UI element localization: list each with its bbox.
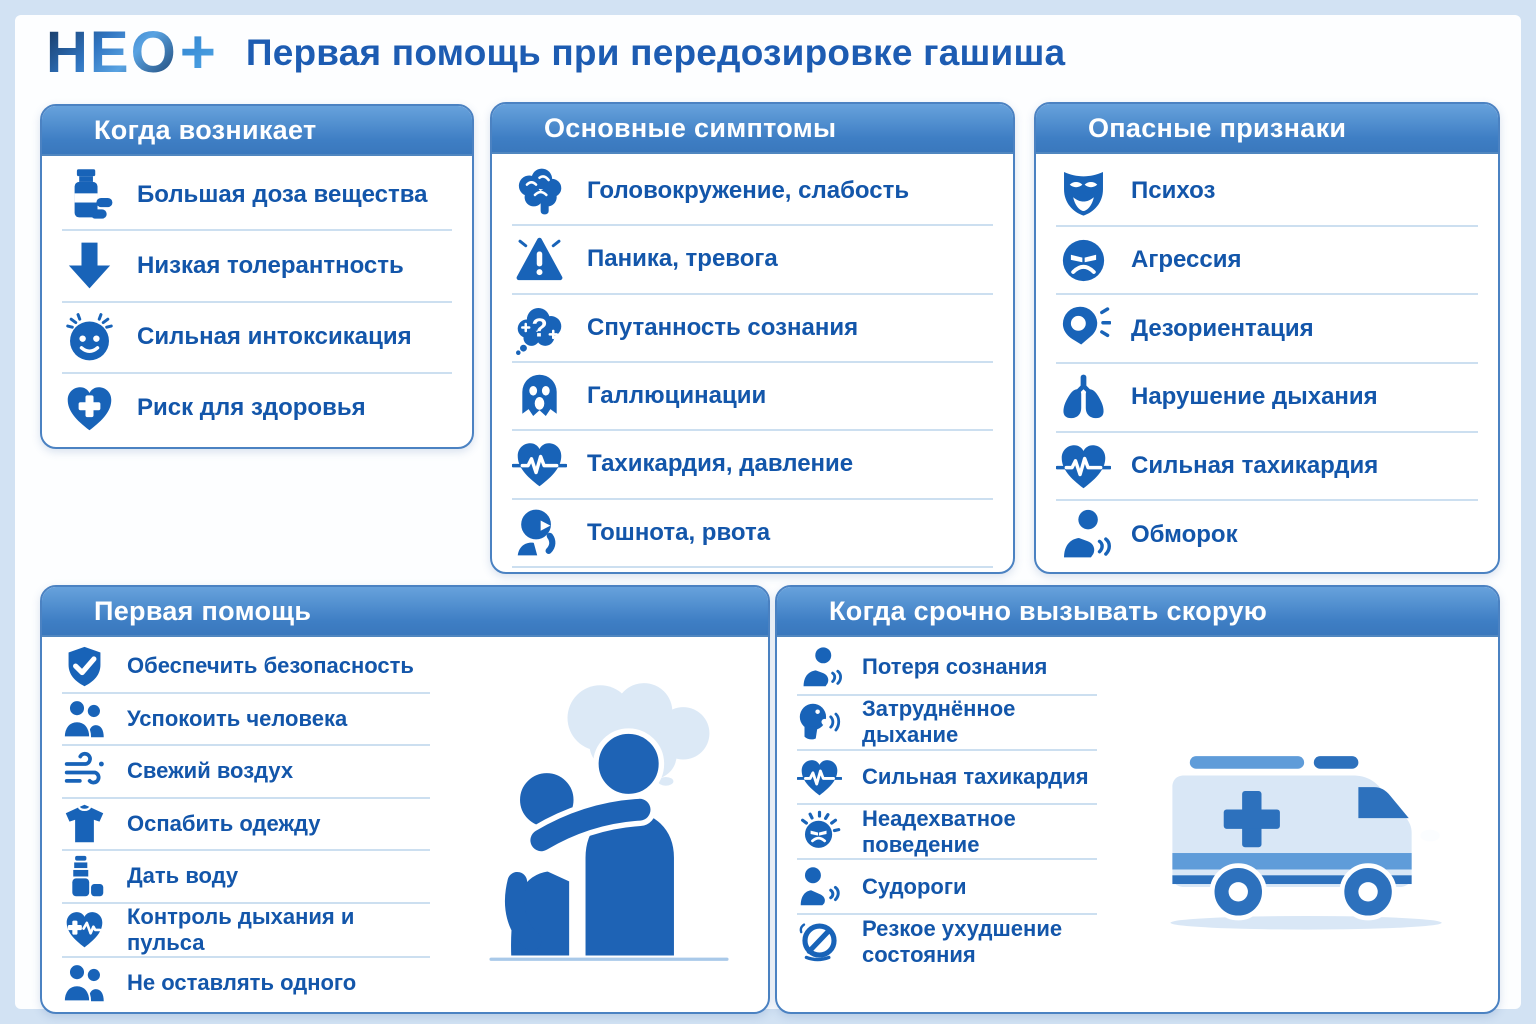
- list-item: [797, 805, 1097, 860]
- list-item: [512, 226, 993, 294]
- two-people-icon: [62, 960, 107, 1005]
- list-item: [797, 696, 1097, 751]
- item-label: Затруднённое дыхание: [862, 696, 1016, 748]
- card-first-aid: [40, 585, 770, 1014]
- item-label: Судороги: [862, 873, 967, 899]
- item-label: Низкая толерантность: [137, 251, 404, 279]
- list-item: [512, 158, 993, 226]
- heart-pulse-icon: [512, 437, 567, 492]
- item-label: Обеспечить безопасность: [127, 653, 414, 679]
- water-bottle-icon: [62, 854, 107, 899]
- item-label: Сильная интоксикация: [137, 323, 412, 351]
- item-label: Дезориентация: [1131, 314, 1314, 342]
- item-label: Агрессия: [1131, 246, 1242, 273]
- list-item: [62, 374, 452, 443]
- convulsions-person-icon: [797, 864, 842, 909]
- list-item: [62, 641, 430, 694]
- heart-pulse-icon: [797, 755, 842, 800]
- item-label: Головокружение, слабость: [587, 177, 910, 205]
- card-title: Опасные признаки: [1036, 104, 1498, 154]
- fainting-person-icon: [1056, 507, 1111, 562]
- angry-face-icon: [1056, 233, 1111, 288]
- item-label: Успокоить человека: [127, 705, 348, 731]
- card-title: Первая помощь: [42, 587, 768, 637]
- logo-plus-icon: +: [179, 18, 218, 87]
- list-item: [1056, 364, 1478, 433]
- list-item: [62, 160, 452, 231]
- list-item: [512, 431, 993, 499]
- list-item: [1056, 158, 1478, 227]
- card-title: Когда срочно вызывать скорую: [777, 587, 1498, 637]
- item-label: Большая доза вещества: [137, 180, 428, 208]
- shield-check-icon: [62, 644, 107, 689]
- list-item: [797, 751, 1097, 806]
- heart-cross-icon: [62, 381, 117, 436]
- wind-icon: [62, 749, 107, 794]
- item-label: Свежий воздух: [127, 758, 294, 784]
- heart-pulse-icon: [1056, 439, 1111, 494]
- list-item: [797, 915, 1097, 968]
- item-label: Обморок: [1131, 520, 1238, 548]
- card-title: Когда возникает: [42, 106, 472, 156]
- list-item: [797, 860, 1097, 915]
- card-title: Основные симптомы: [492, 104, 1013, 154]
- card-main-symptoms: [490, 102, 1015, 574]
- item-label: Спутанность сознания: [587, 313, 859, 341]
- item-label: Психоз: [1131, 177, 1216, 205]
- logo-neo-text: НЕО: [46, 20, 178, 85]
- list-item: [1056, 227, 1478, 296]
- item-label: Тошнота, рвота: [587, 518, 771, 546]
- list-item: [1056, 501, 1478, 568]
- list-item: [797, 641, 1097, 696]
- list-item: [1056, 433, 1478, 502]
- item-label: Галлюцинации: [587, 382, 767, 410]
- list-item: [512, 363, 993, 431]
- list-item: [62, 958, 430, 1009]
- item-label: Не оставлять одного: [127, 969, 357, 995]
- angry-alert-face-icon: [797, 809, 842, 854]
- down-arrow-icon: [62, 238, 117, 293]
- disorientation-icon: [1056, 301, 1111, 356]
- list-item: [62, 694, 430, 747]
- item-label: Неадехватное поведение: [862, 805, 1016, 857]
- brain-icon: [512, 164, 567, 219]
- item-label: Сильная тахикардия: [862, 764, 1089, 790]
- card-call-ambulance: [775, 585, 1500, 1014]
- vomiting-person-icon: [512, 505, 567, 560]
- item-label: Паника, тревога: [587, 245, 778, 273]
- page-title: Первая помощь при передозировке гашиша: [245, 32, 1066, 73]
- list-item: [62, 799, 430, 852]
- item-label: Риск для здоровья: [137, 394, 366, 422]
- ghost-icon: [512, 369, 567, 424]
- heart-cross-pulse-icon: [62, 907, 107, 952]
- list-item: [62, 231, 452, 302]
- item-label: Оспабить одежду: [127, 810, 321, 836]
- no-sign-icon: [797, 919, 842, 964]
- pill-bottle-icon: [62, 167, 117, 222]
- list-item: [62, 851, 430, 904]
- list-item: [62, 904, 430, 958]
- dizzy-face-icon: [62, 310, 117, 365]
- item-label: Нарушение дыхания: [1131, 383, 1378, 411]
- ambulance-illustration: [1117, 637, 1498, 1012]
- list-item: [1056, 295, 1478, 364]
- psycho-mask-icon: [1056, 164, 1111, 219]
- header: [46, 16, 1065, 90]
- item-label: Тахикардия, давление: [587, 450, 854, 478]
- fainting-person-icon: [797, 645, 842, 690]
- list-item: [512, 500, 993, 568]
- list-item: [62, 303, 452, 374]
- item-label: Резкое ухудшение состояния: [862, 915, 1063, 967]
- breathing-difficulty-icon: [797, 700, 842, 745]
- two-people-icon: [62, 696, 107, 741]
- comforting-hug-illustration: [450, 637, 768, 1012]
- list-item: [512, 295, 993, 363]
- warning-triangle-icon: [512, 232, 567, 287]
- item-label: Контроль дыхания и пульса: [127, 903, 355, 955]
- item-label: Сильная тахикардия: [1131, 452, 1379, 480]
- card-danger-signs: [1034, 102, 1500, 574]
- tshirt-icon: [62, 801, 107, 846]
- item-label: Потеря сознания: [862, 654, 1048, 680]
- item-label: Дать воду: [127, 863, 239, 889]
- neo-plus-logo: [46, 18, 218, 87]
- lungs-icon: [1056, 370, 1111, 425]
- confused-thought-cloud-icon: [512, 300, 567, 355]
- card-when-occurs: [40, 104, 474, 449]
- list-item: [62, 746, 430, 799]
